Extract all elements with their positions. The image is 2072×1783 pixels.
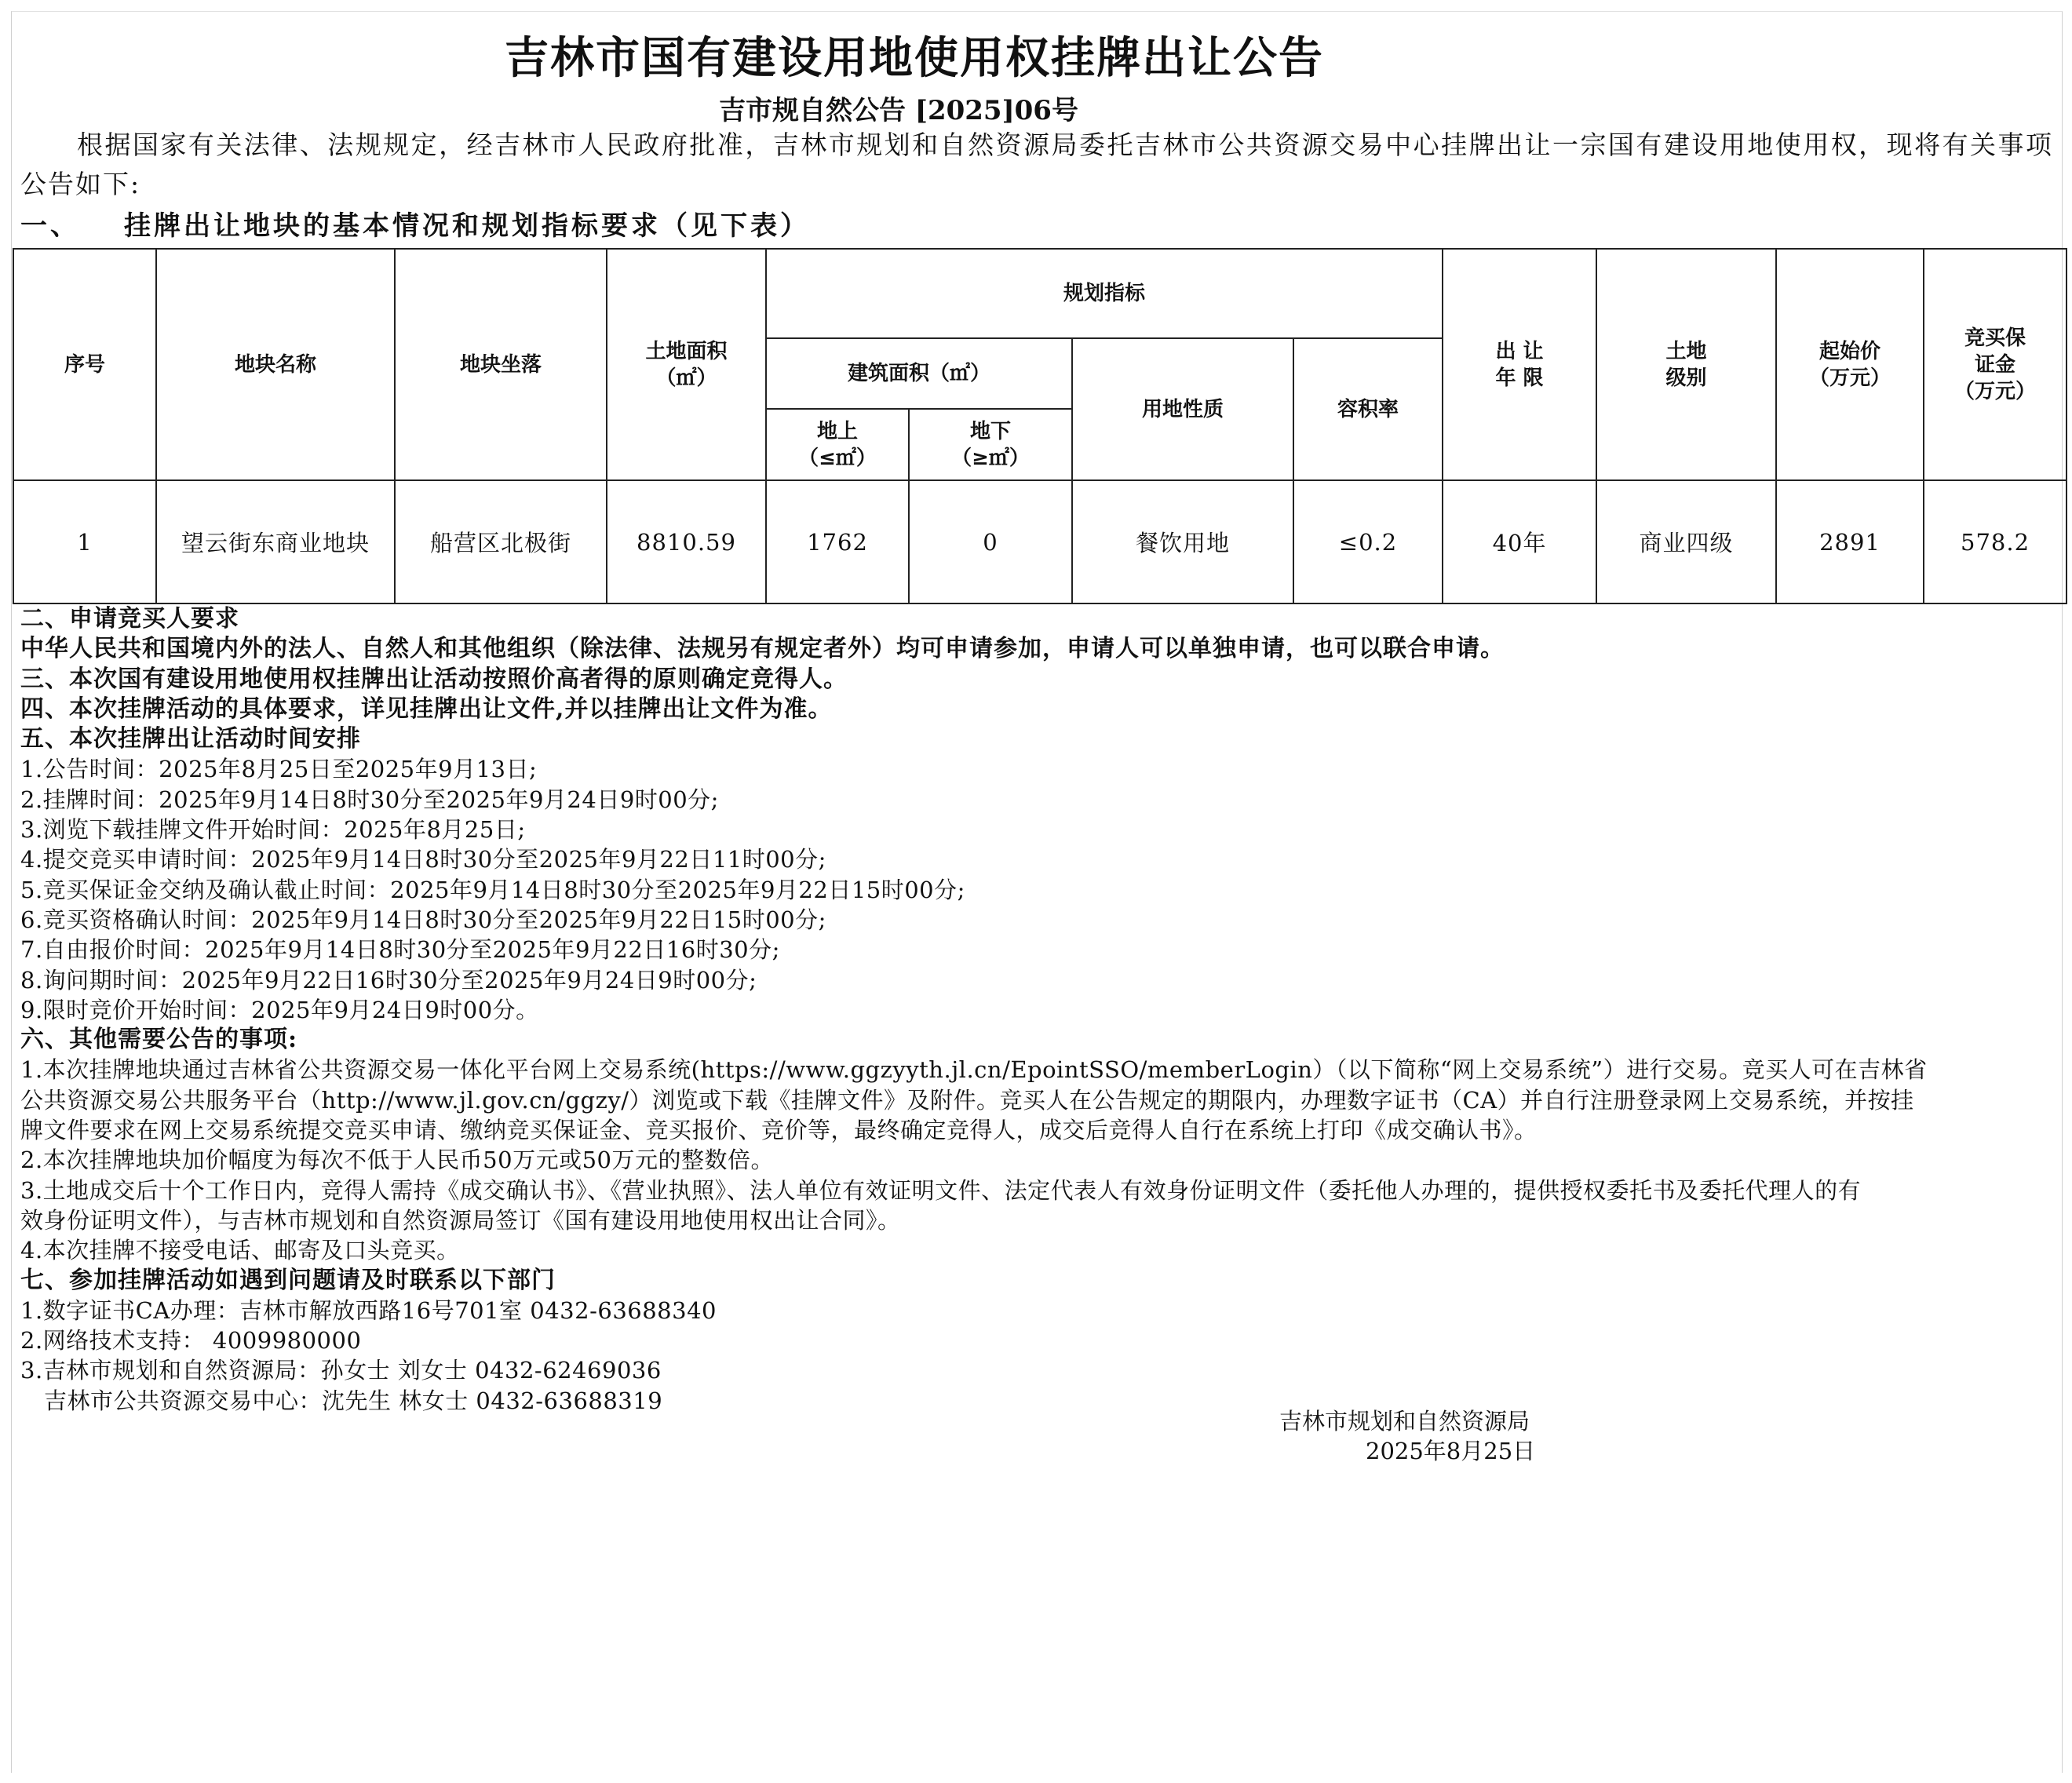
header-above-ground: 地上 （≤㎡） — [766, 409, 909, 480]
body-text-line: 吉林市公共资源交易中心：沈先生 林女士 0432-63688319 — [44, 1387, 663, 1414]
cell-far: ≤0.2 — [1293, 480, 1443, 603]
header-building-area: 建筑面积（㎡） — [766, 338, 1072, 409]
body-text-line: 2.挂牌时间：2025年9月14日8时30分至2025年9月24日9时00分; — [20, 786, 719, 813]
document-number: 吉市规自然公告 [2025]06号 — [719, 95, 1078, 126]
body-text-line: 3.土地成交后十个工作日内，竞得人需持《成交确认书》、《营业执照》、法人单位有效证明文件、法定代表人有效身份证明文件（委托他人办理的，提供授权委托书及委托代理人的有 — [20, 1176, 1862, 1204]
body-text-line: 效身份证明文件），与吉林市规划和自然资源局签订《国有建设用地使用权出让合同》。 — [20, 1206, 901, 1234]
header-seq: 序号 — [13, 249, 156, 480]
section-heading-line: 五、本次挂牌出让活动时间安排 — [20, 725, 361, 753]
cell-name: 望云街东商业地块 — [156, 480, 395, 603]
section-heading-line: 七、参加挂牌活动如遇到问题请及时联系以下部门 — [20, 1266, 556, 1294]
header-land-use: 用地性质 — [1072, 338, 1293, 480]
body-text-line: 6.竞买资格确认时间：2025年9月14日8时30分至2025年9月22日15时00分; — [20, 906, 826, 933]
body-text-line: 3.浏览下载挂牌文件开始时间：2025年8月25日; — [20, 816, 526, 844]
header-planning: 规划指标 — [766, 249, 1443, 338]
cell-start-price: 2891 — [1776, 480, 1924, 603]
notice-title: 吉林市国有建设用地使用权挂牌出让公告 — [505, 33, 1324, 84]
section-heading-line: 三、本次国有建设用地使用权挂牌出让活动按照价高者得的原则确定竞得人。 — [20, 665, 848, 693]
section-heading-line: 二、申请竞买人要求 — [20, 605, 239, 633]
header-below-ground: 地下 （≥㎡） — [909, 409, 1072, 480]
body-text-line: 牌文件要求在网上交易系统提交竞买申请、缴纳竞买保证金、竞买报价、竞价等，最终确定竞得人，成交后竞得人自行在系统上打印《成交确认书》。 — [20, 1117, 1538, 1144]
header-far: 容积率 — [1293, 338, 1443, 480]
body-text-line: 9.限时竞价开始时间：2025年9月24日9时00分。 — [20, 996, 539, 1023]
cell-level: 商业四级 — [1596, 480, 1776, 603]
signature-org: 吉林市规划和自然资源局 — [1279, 1408, 1530, 1435]
body-text-line: 1.公告时间：2025年8月25日至2025年9月13日; — [20, 756, 538, 783]
body-text-line: 2.本次挂牌地块加价幅度为每次不低于人民币50万元或50万元的整数倍。 — [20, 1147, 774, 1174]
signature-date: 2025年8月25日 — [1366, 1438, 1536, 1464]
cell-deposit: 578.2 — [1924, 480, 2067, 603]
cell-below-ground: 0 — [909, 480, 1072, 603]
header-term: 出 让 年 限 — [1443, 249, 1596, 480]
body-text-line: 1.本次挂牌地块通过吉林省公共资源交易一体化平台网上交易系统(https://www.ggzyyth.jl.cn/EpointSSO/memberLogin）（以下简称“网上交易系统”）进行交易。竞买人可在吉林省 — [20, 1056, 1928, 1084]
section-heading-line: 四、本次挂牌活动的具体要求，详见挂牌出让文件,并以挂牌出让文件为准。 — [20, 695, 833, 723]
section-heading-line: 中华人民共和国境内外的法人、自然人和其他组织（除法律、法规另有规定者外）均可申请参加，申请人可以单独申请，也可以联合申请。 — [20, 635, 1505, 663]
header-level: 土地 级别 — [1596, 249, 1776, 480]
cell-land-area: 8810.59 — [607, 480, 766, 603]
section-1-heading — [20, 204, 810, 242]
body-text-line: 4.本次挂牌不接受电话、邮寄及口头竞买。 — [20, 1237, 460, 1264]
body-text-line: 3.吉林市规划和自然资源局：孙女士 刘女士 0432-62469036 — [20, 1357, 662, 1384]
cell-land-use: 餐饮用地 — [1072, 480, 1293, 603]
land-parcel-table — [13, 248, 2067, 604]
body-text-line: 2.网络技术支持： 4009980000 — [20, 1327, 362, 1355]
cell-location: 船营区北极街 — [395, 480, 607, 603]
header-start-price: 起始价 （万元） — [1776, 249, 1924, 480]
intro-paragraph: 根据国家有关法律、法规规定，经吉林市人民政府批准，吉林市规划和自然资源局委托吉林市公共资源交易中心挂牌出让一宗国有建设用地使用权，现将有关事项公告如下: — [20, 129, 2053, 199]
body-text-line: 5.竞买保证金交纳及确认截止时间：2025年9月14日8时30分至2025年9月22日15时00分; — [20, 876, 965, 903]
cell-above-ground: 1762 — [766, 480, 909, 603]
header-location: 地块坐落 — [395, 249, 607, 480]
cell-term: 40年 — [1443, 480, 1596, 603]
cell-seq: 1 — [13, 480, 156, 603]
header-deposit: 竞买保 证金 （万元） — [1924, 249, 2067, 480]
header-land-area: 土地面积 （㎡） — [607, 249, 766, 480]
notice-body — [20, 604, 2061, 1416]
body-text-line: 4.提交竞买申请时间：2025年9月14日8时30分至2025年9月22日11时00分; — [20, 846, 826, 873]
body-text-line: 7.自由报价时间：2025年9月14日8时30分至2025年9月22日16时30分; — [20, 936, 780, 964]
table-row — [13, 480, 2067, 603]
section-1-number: 一、 — [20, 210, 80, 242]
body-text-line: 1.数字证书CA办理：吉林市解放西路16号701室 0432-63688340 — [20, 1296, 717, 1324]
signature-block — [1279, 1406, 1535, 1466]
section-1-title: 挂牌出让地块的基本情况和规划指标要求（见下表） — [124, 210, 810, 242]
body-text-line: 8.询问期时间：2025年9月22日16时30分至2025年9月24日9时00分; — [20, 966, 757, 994]
header-name: 地块名称 — [156, 249, 395, 480]
body-text-line: 公共资源交易公共服务平台（http://www.jl.gov.cn/ggzy/）浏览或下载《挂牌文件》及附件。竞买人在公告规定的期限内，办理数字证书（CA）并自行注册登录网上交易系统，并按挂 — [20, 1086, 1914, 1114]
section-heading-line: 六、其他需要公告的事项: — [20, 1026, 298, 1054]
